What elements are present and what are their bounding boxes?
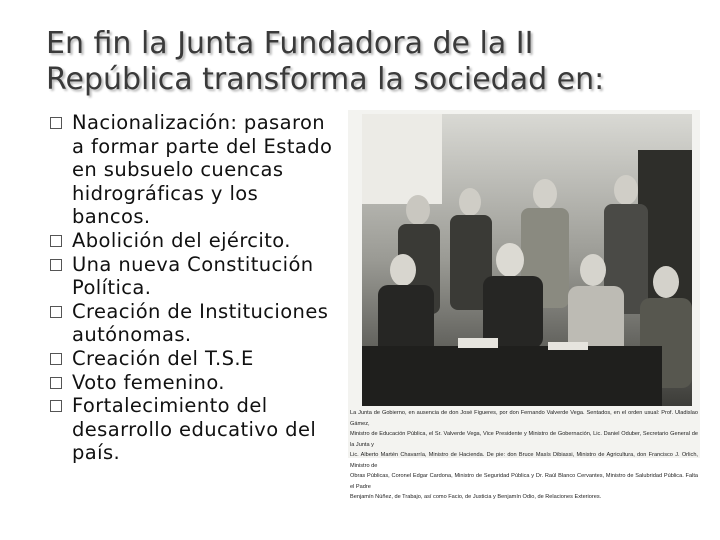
bullet-line: a formar parte del Estado — [72, 134, 333, 158]
bullet-line: Abolición del ejército. — [72, 228, 291, 252]
checkbox-square-icon — [50, 306, 62, 318]
checkbox-square-icon — [50, 400, 62, 412]
bullet-line: bancos. — [72, 205, 151, 229]
caption-line: Ministro de Educación Pública, el Sr. Valverde Vega, Vice Presidente y Ministro de Gobernación, Lic. Daniel Oduber, Secretario General de la Junta y — [350, 431, 698, 448]
title-line-2: República transforma la sociedad en: — [46, 62, 605, 97]
bullet-item — [50, 347, 350, 371]
checkbox-square-icon — [50, 259, 62, 271]
caption-line: La Junta de Gobierno, en ausencia de don José Figueres, por don Fernando Valverde Vega. Sentados, en el orden usual: Prof. Uladislao Gámez, — [350, 410, 698, 427]
bullet-list — [50, 111, 350, 465]
bullet-line: hidrográficas y los — [72, 181, 259, 205]
bullet-line: país. — [72, 441, 121, 465]
bullet-line: Fortalecimiento del — [72, 394, 268, 418]
bullet-item — [50, 253, 350, 300]
bullet-item — [50, 300, 350, 347]
group-photo-image — [348, 110, 700, 408]
bullet-line: en subsuelo cuencas — [72, 158, 284, 182]
checkbox-square-icon — [50, 235, 62, 247]
bullet-item — [50, 371, 350, 395]
bullet-line: Creación de Instituciones — [72, 299, 329, 323]
checkbox-square-icon — [50, 117, 62, 129]
bullet-line: desarrollo educativo del — [72, 417, 317, 441]
bullet-line: Una nueva Constitución — [72, 252, 314, 276]
caption-line: Obras Públicas, Coronel Edgar Cardona, Ministro de Seguridad Pública y Dr. Raúl Blanco Cervantes, Ministro de Salubridad Pública. Falta el Padre — [350, 473, 698, 490]
bullet-line: Voto femenino. — [72, 370, 225, 394]
caption-line: Lic. Alberto Martén Chavarría, Ministro de Hacienda. De pie: don Bruce Masís Dibiassi, Ministro de Agricultura, don Francisco J. Orlich, Ministro de — [350, 452, 698, 469]
title-line-1: En fin la Junta Fundadora de la II — [46, 26, 534, 61]
slide-title — [46, 26, 686, 98]
bullet-line: autónomas. — [72, 323, 192, 347]
bullet-item — [50, 111, 350, 229]
photo-caption — [350, 408, 698, 503]
bullet-line: Nacionalización: pasaron — [72, 111, 326, 134]
bullet-item — [50, 229, 350, 253]
bullet-line: Política. — [72, 276, 152, 300]
checkbox-square-icon — [50, 353, 62, 365]
bullet-line: Creación del T.S.E — [72, 346, 254, 370]
bullet-item — [50, 394, 350, 465]
caption-line: Benjamín Núñez, de Trabajo, así como Facio, de Justicia y Benjamín Odio, de Relaciones Exteriores. — [350, 494, 602, 500]
historical-photo — [348, 110, 700, 500]
checkbox-square-icon — [50, 377, 62, 389]
